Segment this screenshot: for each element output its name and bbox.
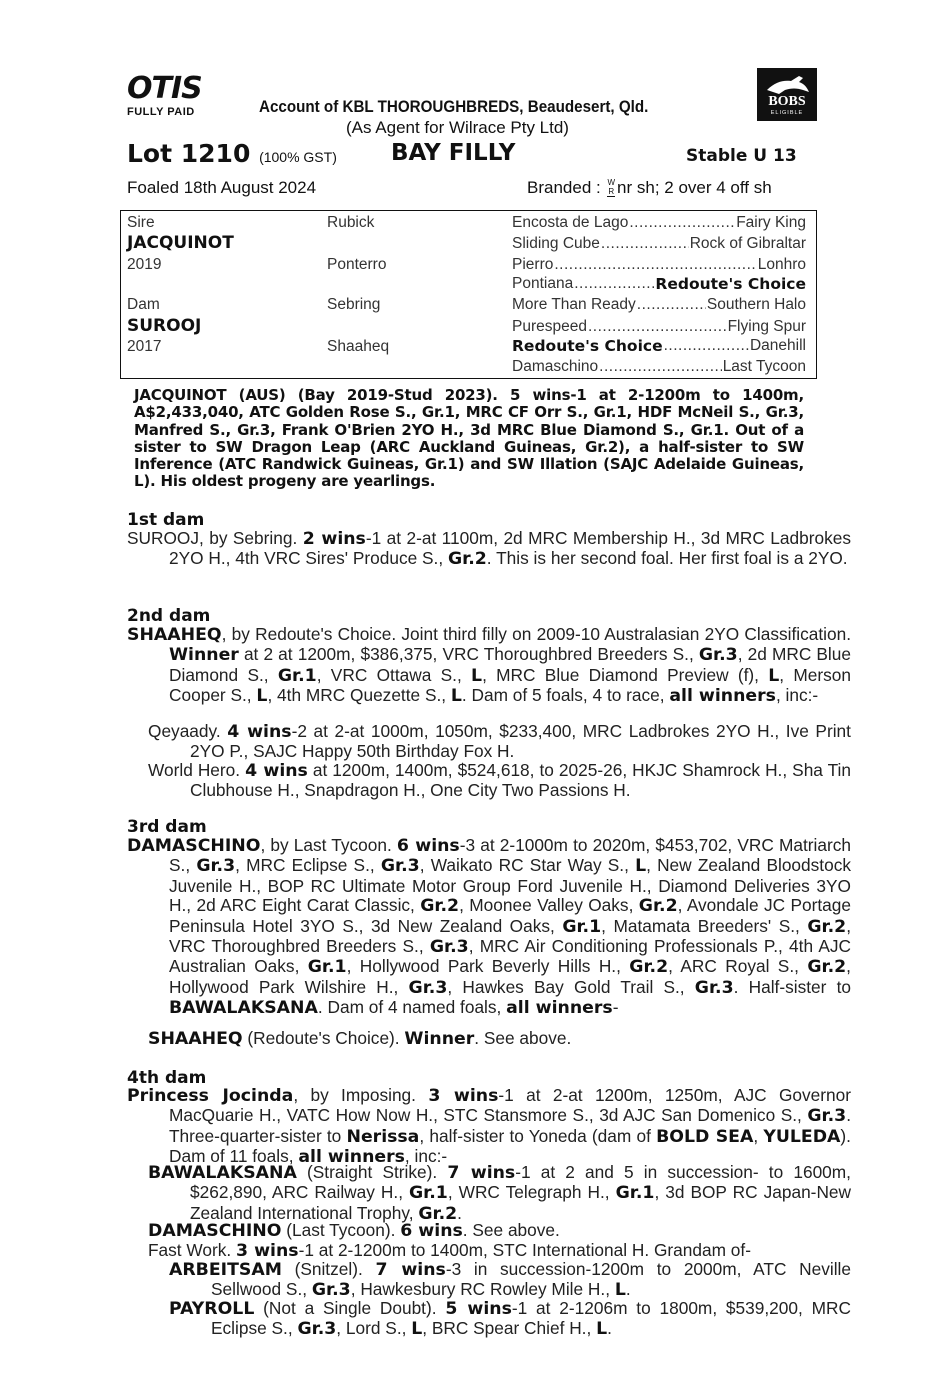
bold-text: 6 wins <box>396 836 460 856</box>
bold-text: SHAAHEQ <box>127 625 222 645</box>
text: , <box>753 1125 764 1146</box>
branded-label: Branded : <box>527 178 601 197</box>
pedigree-g3-row <box>512 214 806 232</box>
text: , Moonee Valley Oaks, <box>459 895 639 916</box>
bold-text: Gr.1 <box>615 1183 655 1204</box>
bold-text: SHAAHEQ <box>148 1029 243 1049</box>
leader-dots <box>629 214 735 232</box>
bold-text: Gr.3 <box>408 977 448 998</box>
leader-dots <box>637 296 706 314</box>
text: , MRC Air Conditioning Professionals P., 4th AJC Australian Oaks, <box>169 936 851 977</box>
leader-dots <box>599 358 722 376</box>
g3-left: Damaschino <box>512 358 599 375</box>
fourth-dam-heading: 4th dam <box>127 1068 207 1088</box>
dam-name: SUROOJ <box>127 316 202 336</box>
leader-dots <box>574 275 654 293</box>
g3-right: Flying Spur <box>727 318 806 335</box>
bold-text: L <box>411 1319 423 1340</box>
text: at 2 at 1200m, $386,375, VRC Thoroughbred Breeders S., <box>238 644 699 665</box>
text: World Hero. <box>148 760 246 780</box>
g3-right: Redoute's Choice <box>655 275 806 293</box>
g3-left: Redoute's Choice <box>512 337 663 355</box>
horse-icon <box>757 70 817 96</box>
brand-bottom: R <box>608 187 615 196</box>
bold-text: Gr.3 <box>694 977 734 998</box>
text: , 2d MRC Blue Diamond S., <box>169 644 851 685</box>
leader-dots <box>588 318 727 336</box>
bold-text: Gr.2 <box>807 916 847 937</box>
g3-left: Encosta de Lago <box>512 214 629 231</box>
lot-number <box>127 139 337 168</box>
second-dam-heading: 2nd dam <box>127 606 211 626</box>
progeny-shaaheq <box>148 1029 809 1049</box>
brand-top: W <box>607 178 616 187</box>
text: , by Imposing. <box>293 1085 429 1105</box>
g3-left: Pontiana <box>512 275 574 292</box>
dam-label: Dam <box>127 296 160 313</box>
text: -1 at 2-1206m to 1800m, $539,200, MRC Eclipse S., <box>211 1298 851 1339</box>
badge-title: BOBS <box>768 94 806 109</box>
text: at 1200m, 1400m, $524,618, to 2025-26, HKJC Shamrock H., Sha Tin Clubhouse H., Snapdragon H., One City Two Passions H. <box>190 760 851 801</box>
grandprogeny-arbeitsam <box>169 1260 851 1301</box>
progeny-qeyaady <box>148 722 851 762</box>
pedigree-g3-row <box>512 337 806 355</box>
text: , Hollywood Park Beverly Hills H., <box>346 956 630 977</box>
bold-text: 4 wins <box>245 761 308 781</box>
bold-text: all winners <box>506 998 613 1019</box>
first-dam-heading: 1st dam <box>127 510 205 530</box>
bold-text: PAYROLL <box>169 1299 255 1319</box>
progeny-world-hero <box>148 761 851 801</box>
text: -1 at 2-at 1100m, 2d MRC Membership H., 3d MRC Ladbrokes 2YO H., 4th VRC Sires' Produce S., <box>169 528 851 569</box>
dam-dam: Shaaheq <box>327 338 390 355</box>
bold-text: all winners <box>298 1147 405 1168</box>
text: , Hawkes Bay Gold Trail S., <box>447 976 695 997</box>
bold-text: Gr.1 <box>307 957 347 978</box>
text: . <box>457 1202 462 1223</box>
bold-text: BAWALAKSANA <box>169 998 318 1019</box>
sire-name: JACQUINOT <box>127 233 234 253</box>
g3-right: Rock of Gibraltar <box>689 235 806 252</box>
text: . See above. <box>474 1028 572 1048</box>
bold-text: all winners <box>669 686 776 707</box>
sire-year: 2019 <box>127 256 162 273</box>
bold-text: Gr.3 <box>380 856 420 877</box>
text: . Dam of 5 foals, 4 to race, <box>461 685 670 706</box>
bold-text: 4 wins <box>227 722 292 742</box>
first-dam-text <box>127 529 851 570</box>
text: (Redoute's Choice). <box>242 1028 405 1048</box>
bold-text: YULEDA <box>763 1126 841 1147</box>
text: SUROOJ, by Sebring. <box>127 528 303 548</box>
grandprogeny-payroll <box>169 1299 851 1340</box>
text: , MRC Blue Diamond Preview (f), <box>482 664 769 685</box>
bold-text: Winner <box>169 645 239 666</box>
text: . Half-sister to <box>733 976 851 997</box>
bold-text: Gr.3 <box>698 645 738 666</box>
text: , Merson Cooper S., <box>169 664 852 706</box>
bold-text: Gr.1 <box>409 1183 448 1204</box>
text: , by Redoute's Choice. Joint third filly on 2009-10 Australasian 2YO Classification. <box>221 624 851 644</box>
g3-right: Southern Halo <box>706 296 806 313</box>
bold-text: DAMASCHINO <box>127 836 261 856</box>
bold-text: Gr.3 <box>807 1106 847 1127</box>
bold-text: Princess Jocinda <box>127 1086 294 1106</box>
brand-mark <box>607 178 615 197</box>
text: (Straight Strike). <box>296 1162 448 1182</box>
g3-left: Pierro <box>512 256 554 273</box>
bold-text: Gr.3 <box>196 856 236 877</box>
g3-right: Lonhro <box>757 256 806 273</box>
bold-text: L <box>256 686 268 707</box>
leader-dots <box>554 256 756 274</box>
bold-text: Gr.2 <box>629 957 669 978</box>
bold-text: Gr.2 <box>807 957 847 978</box>
text: , inc:- <box>775 685 819 706</box>
bold-text: BOLD SEA <box>656 1126 754 1147</box>
sire-dam: Ponterro <box>327 256 387 273</box>
bold-text: 3 wins <box>236 1241 299 1261</box>
text: , by Last Tycoon. <box>260 835 397 855</box>
progeny-bawalaksana <box>148 1163 851 1224</box>
lot-label: Lot 1210 <box>127 139 251 168</box>
leader-dots <box>601 235 689 253</box>
third-dam-heading: 3rd dam <box>127 817 207 837</box>
bold-text: DAMASCHINO <box>148 1221 282 1241</box>
bold-text: L <box>471 665 483 686</box>
text: , Hollywood Park Wilshire H., <box>169 956 851 997</box>
bobs-eligible-badge <box>757 68 817 121</box>
text: -3 at 2-1000m to 2020m, $453,702, VRC Matriarch S., <box>169 835 851 876</box>
text: , MRC Eclipse S., <box>235 855 381 876</box>
text: . <box>607 1318 612 1339</box>
bold-text: Gr.1 <box>277 665 317 686</box>
g3-left: Sliding Cube <box>512 235 600 252</box>
g3-right: Fairy King <box>736 214 806 231</box>
bold-text: Gr.2 <box>420 896 460 917</box>
badge-subtitle: ELIGIBLE <box>770 110 804 116</box>
sire-sire: Rubick <box>327 214 375 231</box>
pedigree-g3-row <box>512 296 806 314</box>
text: -1 at 2-1200m to 1400m, STC International H. Grandam of- <box>298 1240 751 1260</box>
g3-left: Purespeed <box>512 318 587 335</box>
text: , inc:- <box>404 1146 448 1167</box>
text: . Dam of 4 named foals, <box>317 997 507 1018</box>
text: , Waikato RC Star Way S., <box>419 855 636 876</box>
bold-text: L <box>596 1319 608 1340</box>
pedigree-g3-row <box>512 256 806 274</box>
bold-text: Nerissa <box>346 1126 420 1147</box>
bold-text: L <box>635 856 647 877</box>
text: - <box>612 997 619 1018</box>
bold-text: 7 wins <box>447 1163 516 1183</box>
bold-text: 7 wins <box>375 1260 446 1280</box>
fourth-dam-text <box>127 1086 851 1168</box>
text: . This is her second foal. Her first foal is a 2YO. <box>486 548 848 569</box>
otis-logo: OTIS <box>127 71 202 106</box>
text: , half-sister to Yoneda (dam of <box>419 1125 657 1146</box>
text: , BRC Spear Chief H., <box>422 1318 597 1339</box>
branded-rest: nr sh; 2 over 4 off sh <box>617 178 772 197</box>
dam-year: 2017 <box>127 338 162 355</box>
bold-text: L <box>614 1280 626 1301</box>
pedigree-g3-row <box>512 275 806 293</box>
bold-text: ARBEITSAM <box>169 1260 282 1280</box>
text: -1 at 2 and 5 in succession- to 1600m, $262,890, ARC Railway H., <box>190 1162 851 1203</box>
text: Qeyaady. <box>148 721 228 741</box>
g3-right: Danehill <box>749 337 806 354</box>
vendor-agent: (As Agent for Wilrace Pty Ltd) <box>346 118 569 137</box>
bold-text: Gr.2 <box>418 1203 458 1224</box>
text: , WRC Telegraph H., <box>447 1182 616 1203</box>
text: , ARC Royal S., <box>668 956 808 977</box>
bold-text: Gr.3 <box>297 1319 337 1340</box>
g3-right: Last Tycoon <box>722 358 806 375</box>
bold-text: Gr.2 <box>638 896 678 917</box>
leader-dots <box>664 337 749 355</box>
text: , 4th MRC Quezette S., <box>267 685 451 706</box>
bold: Gr.2 <box>447 549 487 570</box>
bold-text: 3 wins <box>428 1086 499 1106</box>
vendor-account: Account of KBL THOROUGHBREDS, Beaudesert, Qld. <box>259 98 649 116</box>
text: , VRC Ottawa S., <box>316 664 472 685</box>
otis-logo-subtitle: FULLY PAID <box>127 106 195 118</box>
text: -3 in succession-1200m to 2000m, ATC Neville Sellwood S., <box>211 1259 851 1300</box>
dam-sire: Sebring <box>327 296 381 313</box>
text: , 3d BOP RC Japan-New Zealand International Trophy, <box>190 1182 852 1223</box>
text: . See above. <box>462 1220 560 1240</box>
text: , Lord S., <box>336 1318 412 1339</box>
bold-text: L <box>768 665 780 686</box>
text: . Three-quarter-sister to <box>169 1105 851 1146</box>
bold-text: Winner <box>404 1029 475 1049</box>
text: , VRC Thoroughbred Breeders S., <box>169 915 851 957</box>
gst-note: (100% GST) <box>259 149 337 165</box>
stable-number: Stable U 13 <box>686 146 797 166</box>
pedigree-g3-row <box>512 235 806 253</box>
brand-description <box>527 178 772 198</box>
text: (Snitzel). <box>281 1259 376 1279</box>
horse-description: BAY FILLY <box>391 140 516 166</box>
pedigree-g3-row <box>512 358 806 376</box>
text: , New Zealand Bloodstock Juvenile H., BOP RC Ultimate Motor Group Ford Juvenile H., Diamond Deliveries 3YO H., 2d ARC Eight Carat Classic, <box>169 855 851 916</box>
bold: 2 wins <box>302 529 366 549</box>
text: . <box>625 1279 631 1300</box>
text: , Avondale JC Portage Peninsula Hotel 3YO S., 3d New Zealand Oaks, <box>169 895 851 936</box>
text: -2 at 2-at 1000m, 1050m, $233,400, MRC Ladbrokes 2YO H., Ive Print 2YO P., SAJC Happy 50th Birthday Fox H. <box>190 721 851 762</box>
text: (Last Tycoon). <box>281 1220 401 1240</box>
second-dam-text <box>127 625 851 707</box>
text: Fast Work. <box>148 1240 237 1260</box>
progeny-damaschino <box>148 1221 809 1241</box>
foaled-date: Foaled 18th August 2024 <box>127 178 317 197</box>
text: , Matamata Breeders' S., <box>601 915 808 936</box>
bold-text: Gr.1 <box>562 916 602 937</box>
third-dam-text <box>127 836 851 1019</box>
bold-text: 6 wins <box>400 1221 463 1241</box>
text: ). Dam of 11 foals, <box>169 1125 851 1167</box>
bold-text: Gr.3 <box>429 937 469 958</box>
sire-label: Sire <box>127 214 155 231</box>
g3-left: More Than Ready <box>512 296 636 313</box>
text: , Hawkesbury RC Rowley Mile H., <box>350 1279 615 1300</box>
bold-text: Gr.3 <box>311 1280 351 1301</box>
sire-notes: JACQUINOT (AUS) (Bay 2019-Stud 2023). 5 wins-1 at 2-1200m to 1400m, A$2,433,040, ATC Golden Rose S., Gr.1, MRC CF Orr S., Gr.1, HDF McNeil S., Gr.3, Manfred S., Gr.3, Frank O'Brien 2YO H., 3d MRC Blue Diamond S., Gr.1. Out of a sister to SW Dragon Leap (ARC Auckland Guineas, Gr.2), a half-sister to SW Inference (ATC Randwick Guineas, Gr.1) and SW Illation (SAJC Adelaide Guineas, L). His oldest progeny are yearlings. <box>134 386 804 491</box>
bold-text: BAWALAKSANA <box>148 1163 297 1183</box>
text: (Not a Single Doubt). <box>254 1298 446 1318</box>
pedigree-g3-row <box>512 318 806 336</box>
bold-text: 5 wins <box>445 1299 512 1319</box>
bold-text: L <box>450 686 462 707</box>
text: -1 at 2-at 1200m, 1250m, AJC Governor MacQuarie H., VATC How Now H., STC Stansmore S., 3d AJC San Domenico S., <box>169 1085 851 1126</box>
